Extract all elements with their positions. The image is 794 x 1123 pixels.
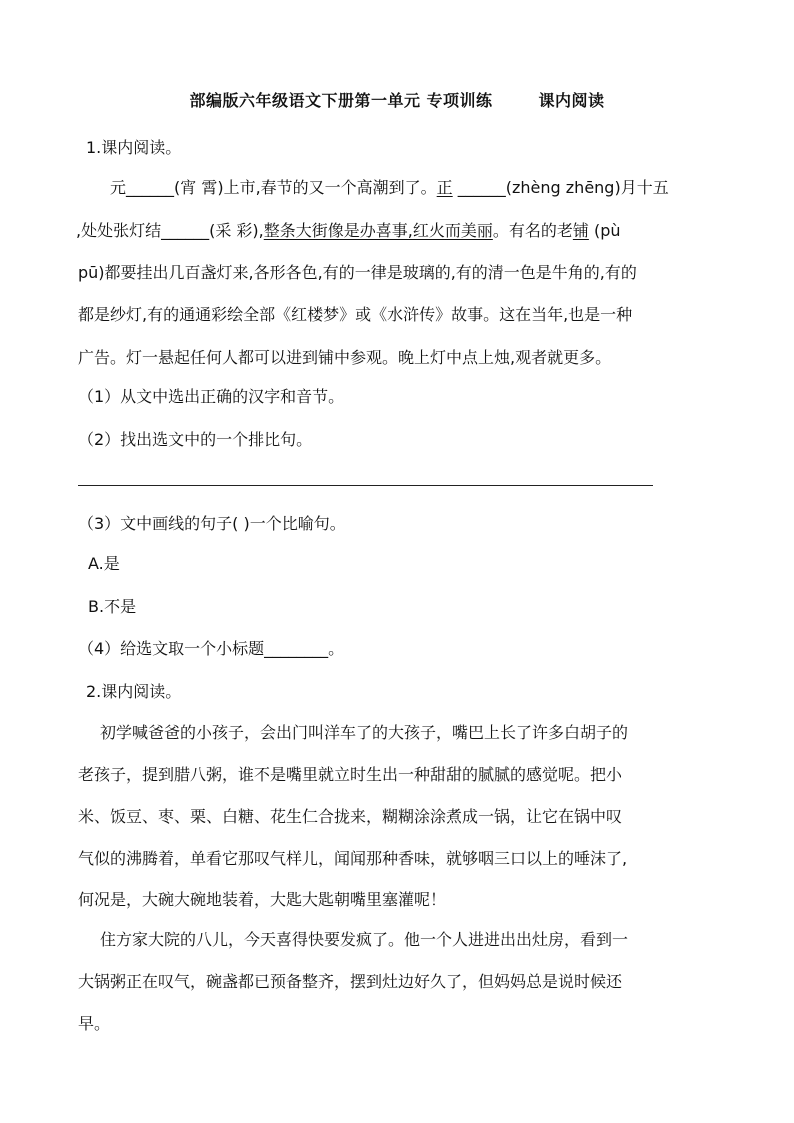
answer-line — [78, 485, 653, 486]
option-b: B.不是 — [88, 597, 137, 616]
section2-passage-line-1: 初学喊爸爸的小孩子，会出门叫洋车了的大孩子，嘴巴上长了许多白胡子的 — [100, 723, 629, 742]
section2-passage2-line-3: 早。 — [78, 1014, 111, 1033]
section1-question-1: （1）从文中选出正确的汉字和音节。 — [78, 387, 345, 406]
section1-passage-line-1: 元______(宵 霄)上市,春节的又一个高潮到了。正 ______(zhèng zhēng)月十五 — [110, 178, 669, 197]
option-a: A.是 — [88, 554, 120, 573]
title-main: 部编版六年级语文下册第一单元 专项训练 — [189, 91, 493, 110]
section2-heading: 2.课内阅读。 — [86, 682, 182, 701]
section2-passage-line-3: 米、饭豆、枣、栗、白糖、花生仁合拢来，糊糊涂涂煮成一锅，让它在锅中叹 — [78, 807, 623, 826]
section1-passage-line-3: pū)都要挂出几百盏灯来,各形各色,有的一律是玻璃的,有的清一色是牛角的,有的 — [78, 263, 637, 282]
section1-question-2: （2）找出选文中的一个排比句。 — [78, 430, 313, 449]
section2-passage-line-4: 气似的沸腾着，单看它那叹气样儿，闻闻那种香味，就够咽三口以上的唾沫了, — [78, 849, 628, 868]
section2-passage-line-5: 何况是，大碗大碗地装着，大匙大匙朝嘴里塞灌呢！ — [78, 890, 447, 909]
section1-passage-line-4: 都是纱灯,有的通通彩绘全部《红楼梦》或《水浒传》故事。这在当年,也是一种 — [78, 305, 633, 324]
section2-passage-line-2: 老孩子，提到腊八粥，谁不是嘴里就立时生出一种甜甜的腻腻的感觉呢。把小 — [78, 765, 623, 784]
section2-passage2-line-2: 大锅粥正在叹气，碗盏都已预备整齐，摆到灶边好久了，但妈妈总是说时候还 — [78, 972, 623, 991]
section2-passage2-line-1: 住方家大院的八儿，今天喜得快要发疯了。他一个人进进出出灶房，看到一 — [100, 930, 629, 949]
section1-passage-line-2: ,处处张灯结______(采 彩),整条大街像是办喜事,红火而美丽。有名的老铺 (pù — [76, 221, 621, 240]
section1-question-4: （4）给选文取一个小标题________。 — [78, 639, 345, 658]
document-title — [0, 88, 794, 111]
section1-passage-line-5: 广告。灯一悬起任何人都可以进到铺中参观。晚上灯中点上烛,观者就更多。 — [78, 348, 612, 367]
title-sub: 课内阅读 — [538, 91, 605, 110]
section1-heading: 1.课内阅读。 — [86, 138, 182, 157]
section1-question-3: （3）文中画线的句子( )一个比喻句。 — [78, 514, 346, 533]
